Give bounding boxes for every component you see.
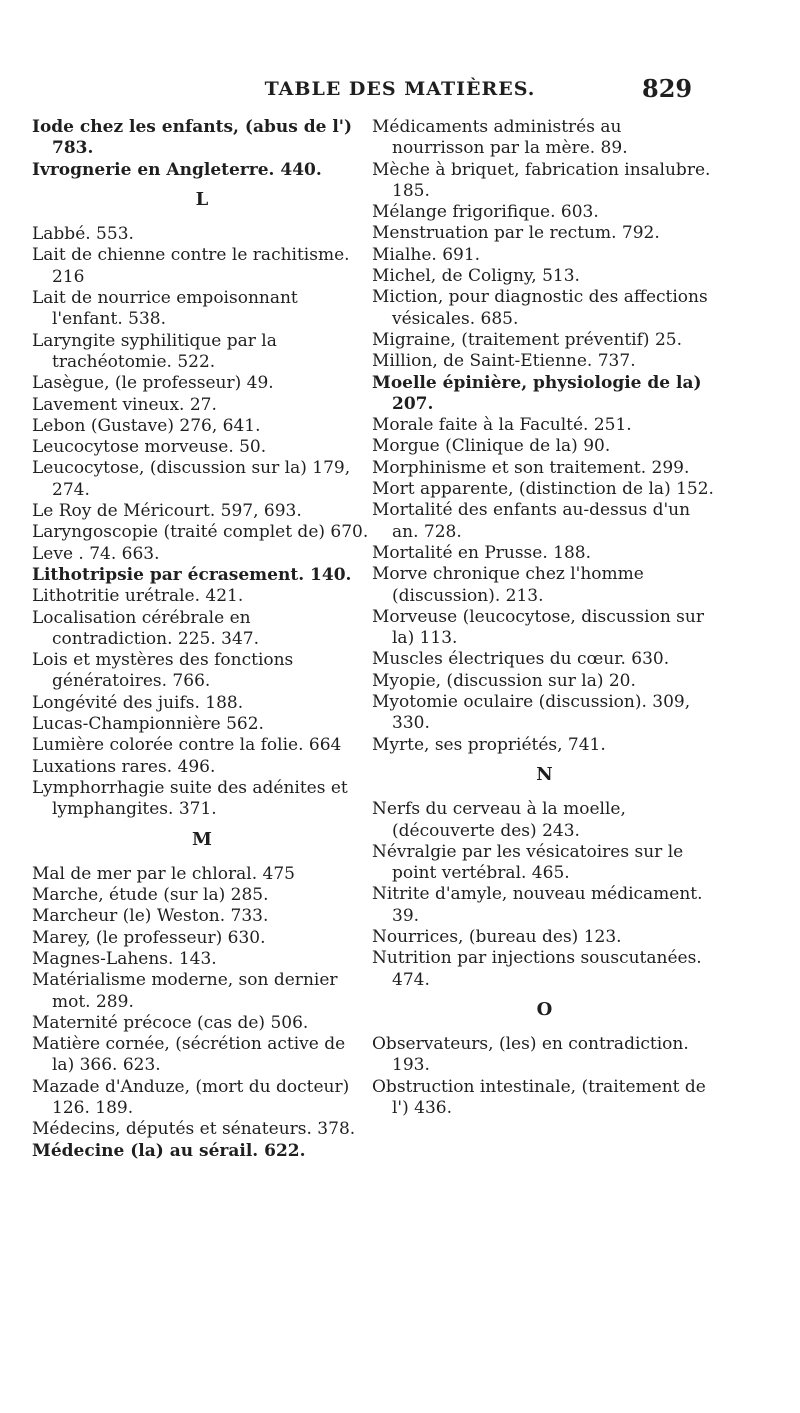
index-entry: Médecins, députés et sénateurs. 378.	[32, 1119, 356, 1140]
index-entry: Mazade d'Anduze, (mort du docteur) 126. 189.	[32, 1076, 350, 1119]
index-entry: Moelle épinière, physiologie de la) 207.	[372, 372, 702, 414]
index-entry: Lithotritie urétrale. 421.	[32, 586, 244, 607]
index-entry: Morphinisme et son traitement. 299.	[372, 457, 690, 478]
index-entry: Labbé. 553.	[32, 224, 134, 245]
index-entry: Laryngoscopie (traité complet de) 670.	[32, 522, 369, 543]
index-entry: Lumière colorée contre la folie. 664	[32, 735, 342, 756]
index-entry: Luxations rares. 496.	[32, 756, 216, 777]
page-number: 829	[642, 74, 693, 103]
index-entry: Mèche à briquet, fabrication insalubre. 185.	[372, 159, 711, 201]
index-entry: Magnes-Lahens. 143.	[32, 948, 217, 969]
index-entry: Lebon (Gustave) 276, 641.	[32, 415, 261, 436]
index-entry: Lois et mystères des fonctions génératoires. 766.	[32, 650, 294, 692]
index-entry: Leucocytose, (discussion sur la) 179, 274.	[32, 458, 351, 500]
index-entry: Ivrognerie en Angleterre. 440.	[32, 159, 322, 180]
index-entry: Myopie, (discussion sur la) 20.	[372, 670, 636, 691]
index-entry: Lasègue, (le professeur) 49.	[32, 373, 274, 394]
index-entry: Mort apparente, (distinction de la) 152.	[372, 479, 714, 500]
index-entry: Lait de chienne contre le rachitisme. 216	[32, 245, 350, 287]
right-column	[372, 117, 717, 1119]
index-entry: Marche, étude (sur la) 285.	[32, 885, 269, 906]
index-entry: Lavement vineux. 27.	[32, 394, 217, 415]
index-entry: Lait de nourrice empoisonnant l'enfant. 538.	[32, 288, 298, 330]
index-entry: Névralgie par les vésicatoires sur le point vertébral. 465.	[372, 841, 684, 884]
section-letter: N	[536, 763, 553, 785]
index-entry: Le Roy de Méricourt. 597, 693.	[32, 501, 302, 522]
index-entry: Morgue (Clinique de la) 90.	[372, 436, 611, 457]
left-column	[32, 117, 372, 1162]
index-entry: Million, de Saint-Etienne. 737.	[372, 351, 636, 372]
index-entry: Lithotripsie par écrasement. 140.	[32, 564, 352, 585]
index-entry: Michel, de Coligny, 513.	[372, 266, 580, 287]
index-entry: Nitrite d'amyle, nouveau médicament. 39.	[372, 884, 703, 926]
index-entry: Nourrices, (bureau des) 123.	[372, 926, 622, 947]
index-entry: Mortalité en Prusse. 188.	[372, 542, 591, 563]
index-entry: Obstruction intestinale, (traitement de l') 436.	[372, 1076, 706, 1119]
index-entry: Nerfs du cerveau à la moelle, (découverte des) 243.	[372, 799, 626, 841]
index-entry: Maternité précoce (cas de) 506.	[32, 1012, 309, 1033]
index-entry: Leve . 74. 663.	[32, 543, 160, 564]
index-entry: Miction, pour diagnostic des affections vésicales. 685.	[372, 287, 708, 329]
index-entry: Morve chronique chez l'homme (discussion). 213.	[372, 564, 644, 606]
index-entry: Leucocytose morveuse. 50.	[32, 437, 267, 458]
index-entry: Marey, (le professeur) 630.	[32, 927, 266, 948]
index-entry: Muscles électriques du cœur. 630.	[372, 649, 670, 670]
index-entry: Nutrition par injections souscutanées. 474.	[372, 948, 702, 990]
index-entry: Localisation cérébrale en contradiction. 225. 347.	[32, 607, 260, 649]
index-entry: Matérialisme moderne, son dernier mot. 289.	[32, 970, 338, 1012]
index-entry: Médecine (la) au sérail. 622.	[32, 1140, 306, 1161]
index-entry: Mélange frigorifique. 603.	[372, 202, 599, 223]
index-entry: Mal de mer par le chloral. 475	[32, 863, 295, 884]
index-entry: Lucas-Championnière 562.	[32, 714, 264, 735]
index-entry: Menstruation par le rectum. 792.	[372, 223, 660, 244]
section-letter: O	[536, 998, 553, 1020]
running-title: TABLE DES MATIÈRES.	[264, 78, 536, 100]
index-entry: Marcheur (le) Weston. 733.	[32, 906, 269, 927]
index-entry: Iode chez les enfants, (abus de l') 783.	[32, 117, 353, 159]
index-entry: Observateurs, (les) en contradiction. 193.	[372, 1034, 689, 1076]
index-entry: Myrte, ses propriétés, 741.	[372, 734, 606, 755]
index-entry: Matière cornée, (sécrétion active de la) 366. 623.	[32, 1034, 346, 1076]
section-letter: L	[195, 188, 209, 210]
index-entry: Mialhe. 691.	[372, 244, 481, 265]
index-entry: Myotomie oculaire (discussion). 309, 330.	[372, 692, 691, 734]
index-entry: Lymphorrhagie suite des adénites et lymphangites. 371.	[32, 777, 348, 820]
index-entry: Morale faite à la Faculté. 251.	[372, 415, 632, 436]
index-entry: Morveuse (leucocytose, discussion sur la) 113.	[372, 606, 704, 649]
index-entry: Laryngite syphilitique par la trachéotomie. 522.	[32, 330, 277, 372]
index-entry: Mortalité des enfants au-dessus d'un an. 728.	[372, 500, 691, 542]
index-entry: Longévité des juifs. 188.	[32, 692, 244, 713]
index-entry: Migraine, (traitement préventif) 25.	[372, 329, 682, 350]
index-entry: Médicaments administrés au nourrisson par la mère. 89.	[372, 117, 628, 159]
section-letter: M	[192, 828, 212, 850]
